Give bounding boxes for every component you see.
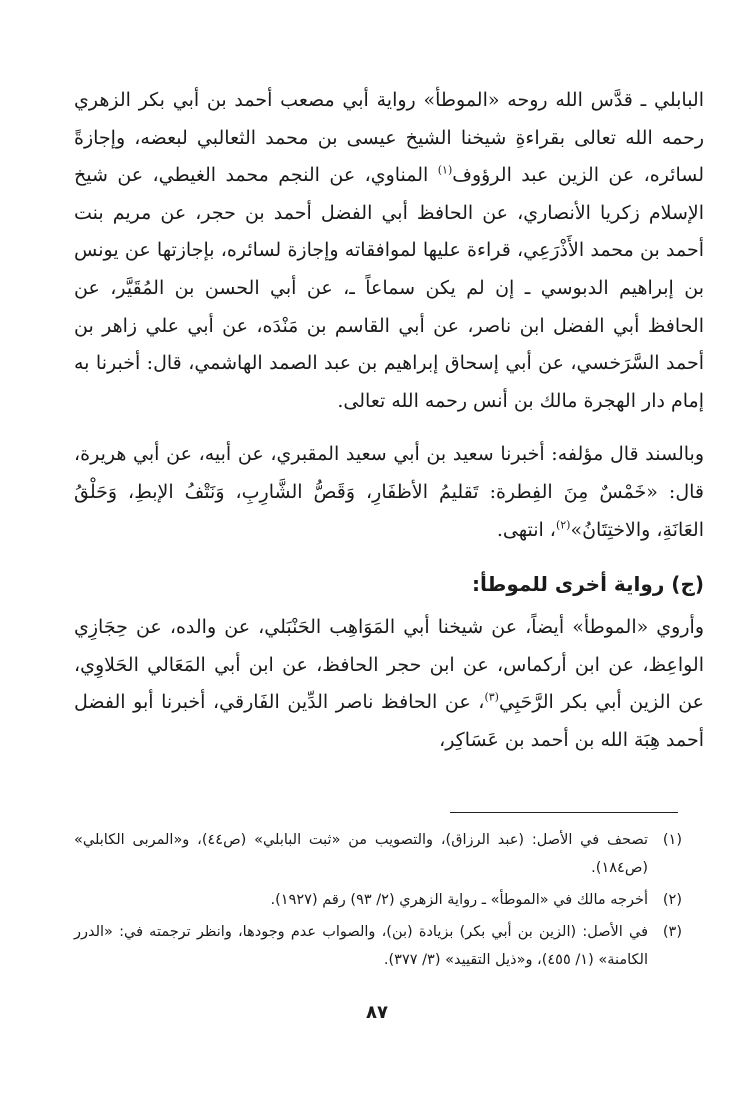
paragraph-text: وبالسند قال مؤلفه: أخبرنا سعيد بن أبي سعيد المقبري، عن أبيه، عن أبي هريرة، قال: «خَمْسٌ مِنَ الفِطرة: تَقليمُ الأظفَارِ، وَقَصُّ الشَّارِبِ، وَنَتْفُ الإبطِ، وَحَلْقُ العَانَةِ، والاختِتَانُ» bbox=[74, 443, 704, 541]
footnote-ref-1: (١) bbox=[437, 163, 453, 177]
footnote-number: (٢) bbox=[662, 892, 682, 908]
paragraph-text: وأروي «الموطأ» أيضاً، عن شيخنا أبي المَوَاهِب الحَنْبَلي، عن والده، عن حِجَازِي الواعِظ، عن ابن أركماس، عن ابن حجر الحافظ، عن ابن أبي المَعَالي الحَلاوِي، عن الزين أبي بكر الرَّحَبِي bbox=[74, 616, 705, 714]
paragraph-hadith bbox=[74, 436, 704, 549]
footnote-text: في الأصل: (الزين بن أبي بكر) بزيادة (بن)، والصواب عدم وجودها، وانظر ترجمته في: «الدرر الكامنة» (١/ ٤٥٥)، و«ذيل التقييد» (٣/ ٣٧٧). bbox=[74, 924, 648, 968]
footnote-item bbox=[74, 826, 682, 882]
section-heading: (ج) رواية أخرى للموطأ: bbox=[471, 572, 704, 597]
footnote-number: (٣) bbox=[662, 924, 682, 940]
paragraph-text: المناوي، عن النجم محمد الغيطي، عن شيخ الإسلام زكريا الأنصاري، عن الحافظ أبي الفضل أحمد بن حجر، عن مريم بنت أحمد بن محمد الأَذْرَعِي، قراءة عليها لموافقاته وإجازة لسائره، بإجازتها عن يونس بن إبراهيم الدبوسي ـ إن لم يكن سماعاً ـ، عن أبي الحسن بن المُقَيَّر، عن الحافظ أبي الفضل ابن ناصر، عن أبي القاسم بن مَنْدَه، عن أبي علي زاهر بن أحمد السَّرَخسي، عن أبي إسحاق إبراهيم بن عبد الصمد الهاشمي، قال: أخبرنا به إمام دار الهجرة مالك بن أنس رحمه الله تعالى. bbox=[74, 164, 704, 412]
footnote-item bbox=[74, 886, 682, 914]
paragraph-text: ، انتهى. bbox=[496, 518, 556, 541]
footnotes bbox=[74, 826, 682, 978]
paragraph-another-narration bbox=[74, 609, 704, 759]
footnote-ref-2: (٢) bbox=[555, 518, 571, 532]
page-number: ٨٧ bbox=[366, 1002, 388, 1023]
footnote-text: تصحف في الأصل: (عبد الرزاق)، والتصويب من «ثبت البابلي» (ص٤٤)، و«المربى الكابلي» (ص١٨٤). bbox=[74, 832, 649, 876]
footnote-divider bbox=[450, 812, 678, 813]
main-text bbox=[74, 82, 704, 760]
paragraph-chain-of-narration bbox=[74, 82, 704, 420]
paragraph-text: ، عن الحافظ ناصر الدِّين الفَارقي، أخبرنا أبو الفضل أحمد هِبَة الله بن أحمد بن عَسَاكِر، bbox=[74, 691, 704, 751]
footnote-ref-3: (٣) bbox=[484, 690, 499, 704]
paragraph-text: البابلي ـ قدَّس الله روحه «الموطأ» رواية أبي مصعب أحمد بن أبي بكر الزهري رحمه الله تعالى بقراءةِ شيخنا الشيخ عيسى بن محمد الثعالبي لبعضه، وإجازةً لسائره، عن الزين عبد الرؤوف bbox=[74, 89, 704, 187]
footnote-text: أخرجه مالك في «الموطأ» ـ رواية الزهري (٢/ ٩٣) رقم (١٩٢٧). bbox=[270, 892, 648, 908]
footnote-number: (١) bbox=[662, 832, 682, 848]
footnote-item bbox=[74, 918, 682, 974]
